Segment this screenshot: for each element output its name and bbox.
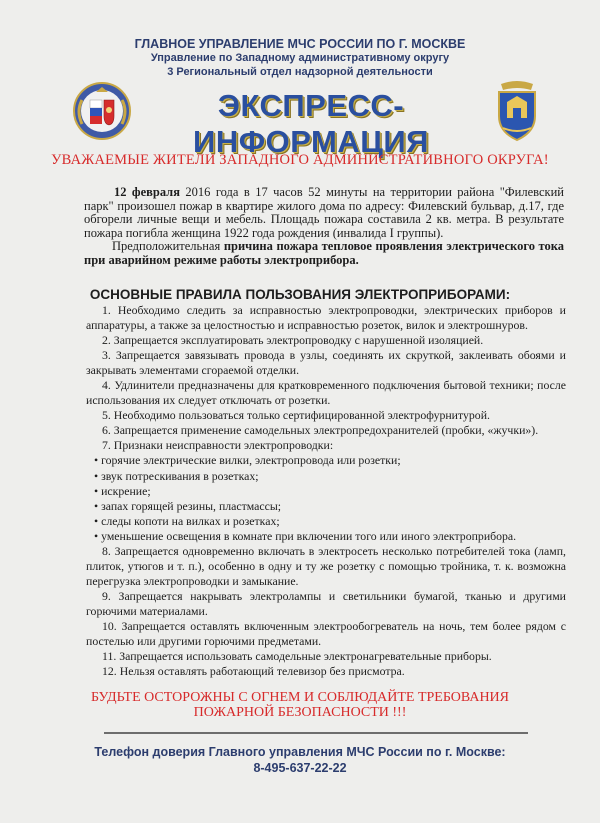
rule-item: 11. Запрещается использовать самодельные электронагревательные приборы.	[102, 649, 492, 664]
fault-sign-item: • искрение;	[94, 483, 151, 498]
fault-sign-item: • уменьшение освещения в комнате при включении того или иного электроприбора.	[94, 528, 517, 543]
incident-text: 2016 года в 17 часов 52 минуты на территории района "Филевский парк" произошел пожар в квартире жилого дома по адресу: Филевский бульвар, д.17, где обгорели личные вещи и мебель. Площадь пожара составила 2 кв. метра. В результате пожара погибла женщина 1922 года рождения (инвалида I группы).	[84, 185, 564, 240]
incident-paragraph	[84, 186, 564, 240]
fault-sign-item: • звук потрескивания в розетках;	[94, 468, 259, 483]
hotline-label: Телефон доверия Главного управления МЧС России по г. Москве:	[94, 745, 506, 759]
header-department: Управление по Западному административному округу	[150, 52, 450, 64]
fault-sign-item: • горячие электрические вилки, электропровода или розетки;	[94, 453, 401, 468]
header-division: 3 Региональный отдел надзорной деятельности	[167, 66, 433, 78]
fault-sign-item: • следы копоти на вилках и розетках;	[94, 513, 280, 528]
rule-item: 12. Нельзя оставлять работающий телевизор без присмотра.	[102, 664, 405, 679]
header-organization: ГЛАВНОЕ УПРАВЛЕНИЕ МЧС РОССИИ ПО Г. МОСКВЕ	[134, 37, 466, 51]
rule-item: 5. Необходимо пользоваться только сертифицированной электрофурнитурой.	[102, 408, 490, 423]
greeting-heading: УВАЖАЕМЫЕ ЖИТЕЛИ ЗАПАДНОГО АДМИНИСТРАТИВНОГО ОКРУГА!	[51, 152, 549, 168]
rule-item: 9. Запрещается накрывать электролампы и светильники бумагой, тканью и другими горючими материалами.	[86, 588, 566, 618]
hotline-phone: 8-495-637-22-22	[253, 761, 347, 775]
safety-warning	[0, 690, 600, 720]
district-coat-of-arms-icon	[491, 80, 543, 142]
rule-item: 2. Запрещается эксплуатировать электропроводку с нарушенной изоляцией.	[102, 333, 484, 348]
incident-cause	[84, 240, 564, 267]
rule-item: 7. Признаки неисправности электропроводки:	[102, 438, 334, 453]
cause-text: причина пожара тепловое проявления электрического тока при аварийном режиме работы электроприбора.	[84, 239, 565, 267]
rule-item: 1. Необходимо следить за исправностью электропроводки, электрических приборов и аппаратуры, а также за целостностью и исправностью розеток, вилок и электрошнуров.	[86, 303, 566, 333]
hotline-footer	[0, 744, 600, 776]
rule-item: 4. Удлинители предназначены для кратковременного подключения бытовой техники; после использования их следует отключать от розетки.	[86, 378, 566, 408]
rules-list	[86, 303, 566, 679]
warning-line-1: БУДЬТЕ ОСТОРОЖНЫ С ОГНЕМ И СОБЛЮДАЙТЕ ТРЕБОВАНИЯ	[90, 690, 510, 705]
footer-divider	[104, 732, 528, 734]
warning-line-2: ПОЖАРНОЙ БЕЗОПАСНОСТИ !!!	[193, 705, 407, 720]
fault-sign-item: • запах горящей резины, пластмассы;	[94, 498, 282, 513]
rule-item: 6. Запрещается применение самодельных электропредохранителей (пробки, «жучки»).	[102, 423, 539, 438]
rules-heading: ОСНОВНЫЕ ПРАВИЛА ПОЛЬЗОВАНИЯ ЭЛЕКТРОПРИБОРАМИ:	[89, 287, 511, 302]
rule-item: 10. Запрещается оставлять включенным электрообогреватель на ночь, тем более рядом с постелью или другими горючими предметами.	[86, 618, 566, 649]
express-information-banner: ЭКСПРЕСС-ИНФОРМАЦИЯ	[193, 88, 429, 159]
mchs-emblem-icon	[72, 80, 132, 142]
incident-date: 12 февраля	[114, 185, 180, 199]
cause-prefix: Предположительная	[112, 239, 224, 254]
rule-item: 3. Запрещается завязывать провода в узлы, соединять их скруткой, заклеивать обоями и закрывать элементами сгораемой отделки.	[86, 348, 566, 378]
rule-item: 8. Запрещается одновременно включать в электросеть несколько потребителей тока (ламп, плиток, утюгов и т. п.), особенно в одну и ту же розетку с помощью тройника, т. к. возможна перегрузка электропроводки и замыкание.	[86, 543, 566, 588]
incident-report	[84, 186, 564, 268]
